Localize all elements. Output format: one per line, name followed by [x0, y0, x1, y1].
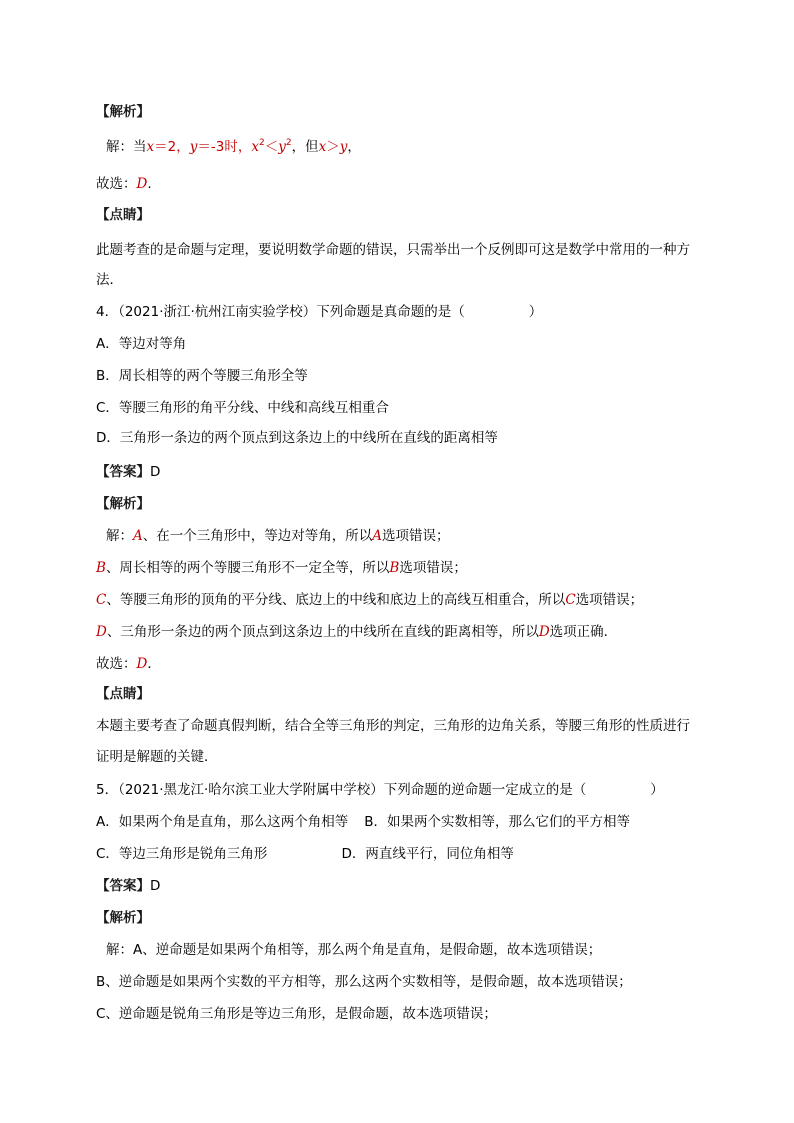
q5-solution-b: B、逆命题是如果两个实数的平方相等，那么这两个实数相等，是假命题，故本选项错误； — [96, 974, 632, 990]
q4-solution-d: D、三角形一条边的两个顶点到这条边上的中线所在直线的距离相等，所以D选项正确． — [96, 624, 618, 640]
q5-answer: 【答案】D — [96, 878, 161, 894]
q3-comment-line-2: 法． — [96, 272, 123, 288]
q5-solution-c: C、逆命题是锐角三角形是等边三角形，是假命题，故本选项错误； — [96, 1006, 497, 1022]
q4-analysis-tag: 【解析】 — [96, 496, 150, 512]
q4-choose: 故选：D． — [96, 656, 161, 672]
q4-solution-b: B、周长相等的两个等腰三角形不一定全等，所以B选项错误； — [96, 560, 467, 576]
q5-analysis-tag: 【解析】 — [96, 910, 150, 926]
q5-options-cd: C．等边三角形是锐角三角形 D．两直线平行，同位角相等 — [96, 846, 514, 862]
q4-option-b: B．周长相等的两个等腰三角形全等 — [96, 368, 308, 384]
q3-comment-line-1: 此题考查的是命题与定理，要说明数学命题的错误，只需举出一个反例即可这是数学中常用的一种方 — [96, 242, 690, 258]
q4-solution-a: 解：A、在一个三角形中，等边对等角，所以A选项错误； — [106, 528, 450, 544]
q4-answer: 【答案】D — [96, 464, 161, 480]
q4-option-d: D．三角形一条边的两个顶点到这条边上的中线所在直线的距离相等 — [96, 430, 498, 446]
q5-options-ab: A．如果两个角是直角，那么这两个角相等 B．如果两个实数相等，那么它们的平方相等 — [96, 814, 631, 830]
q3-comment-tag: 【点睛】 — [96, 207, 150, 223]
q3-choose: 故选：D. — [96, 176, 152, 192]
q4-option-a: A．等边对等角 — [96, 336, 187, 352]
q4-comment-line-1: 本题主要考查了命题真假判断，结合全等三角形的判定，三角形的边角关系，等腰三角形的性质进行 — [96, 718, 690, 734]
q4-comment-tag: 【点睛】 — [96, 686, 150, 702]
q3-analysis-tag: 【解析】 — [96, 104, 150, 120]
q4-solution-c: C、等腰三角形的顶角的平分线、底边上的中线和底边上的高线互相重合，所以C选项错误； — [96, 592, 644, 608]
q3-solution: 解：当x＝2，y＝-3时，$x^2<y^2$，但x＞y， — [106, 137, 361, 155]
q4-stem: 4．（2021·浙江·杭州江南实验学校）下列命题是真命题的是（ ） — [96, 304, 543, 320]
q5-stem: 5．（2021·黑龙江·哈尔滨工业大学附属中学校）下列命题的逆命题一定成立的是（ ） — [96, 782, 664, 798]
q4-comment-line-2: 证明是解题的关键． — [96, 749, 218, 765]
q4-option-c: C．等腰三角形的角平分线、中线和高线互相重合 — [96, 400, 389, 416]
q5-solution-a: 解：A、逆命题是如果两个角相等，那么两个角是直角，是假命题，故本选项错误； — [106, 942, 602, 958]
